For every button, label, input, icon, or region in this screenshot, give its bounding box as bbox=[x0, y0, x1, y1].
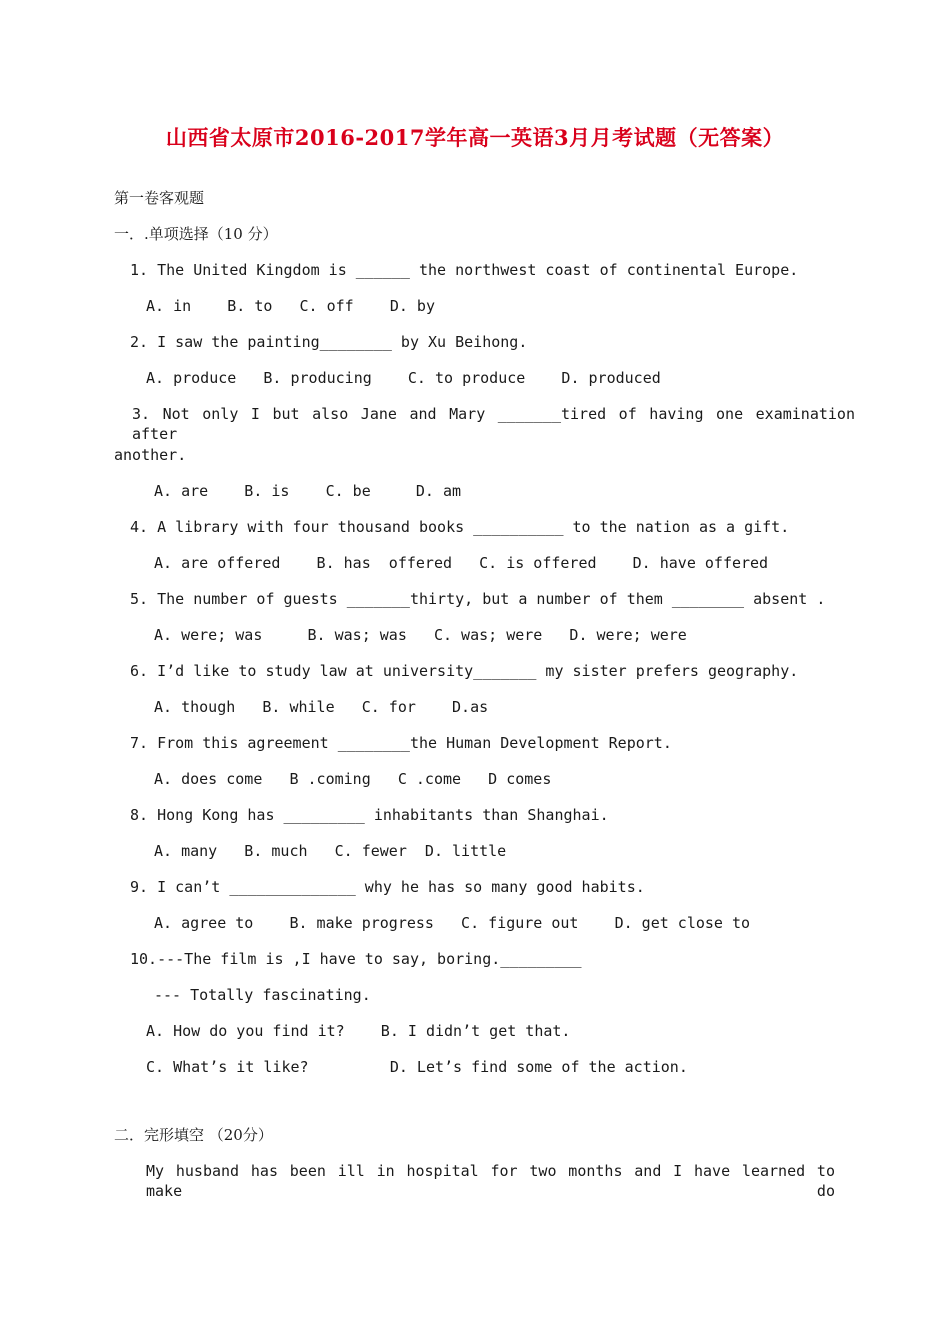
question-6-options: A. though B. while C. for D.as bbox=[154, 698, 489, 716]
question-7: 7. From this agreement ________the Human Development Report. bbox=[130, 734, 672, 752]
question-5: 5. The number of guests _______thirty, but a number of them ________ absent . bbox=[130, 590, 826, 608]
question-2-options: A. produce B. producing C. to produce D. produced bbox=[146, 369, 661, 387]
question-5-options: A. were; was B. was; was C. was; were D. were; were bbox=[154, 626, 687, 644]
document-title: 山西省太原市2016-2017学年高一英语3月月考试题（无答案） bbox=[165, 125, 785, 150]
question-4-options: A. are offered B. has offered C. is offered D. have offered bbox=[154, 554, 769, 572]
question-8-options: A. many B. much C. fewer D. little bbox=[154, 842, 507, 860]
question-10-options-cd: C. What’s it like? D. Let’s find some of the action. bbox=[146, 1058, 688, 1076]
question-6: 6. I’d like to study law at university_______ my sister prefers geography. bbox=[130, 662, 799, 680]
part-heading: 第一卷客观题 bbox=[114, 189, 205, 207]
question-1-options: A. in B. to C. off D. by bbox=[146, 297, 435, 315]
question-10-options-ab: A. How do you find it? B. I didn’t get that. bbox=[146, 1022, 571, 1040]
question-9-options: A. agree to B. make progress C. figure out D. get close to bbox=[154, 914, 751, 932]
question-10-reply: --- Totally fascinating. bbox=[154, 986, 371, 1004]
question-9: 9. I can’t ______________ why he has so many good habits. bbox=[130, 878, 645, 896]
question-7-options: A. does come B .coming C .come D comes bbox=[154, 770, 552, 788]
question-3-options: A. are B. is C. be D. am bbox=[154, 482, 462, 500]
question-1: 1. The United Kingdom is ______ the northwest coast of continental Europe. bbox=[130, 261, 799, 279]
question-2: 2. I saw the painting________ by Xu Beihong. bbox=[130, 333, 528, 351]
question-3: 3. Not only I but also Jane and Mary _______tired of having one examination after bbox=[132, 405, 855, 443]
section-heading-cloze: 二．完形填空 （20分） bbox=[114, 1126, 273, 1144]
question-3-continued: another. bbox=[114, 446, 187, 464]
question-8: 8. Hong Kong has _________ inhabitants than Shanghai. bbox=[130, 806, 609, 824]
section-heading-single-choice: 一．.单项选择（10 分） bbox=[114, 225, 278, 243]
cloze-passage-line: My husband has been ill in hospital for two months and I have learned to make do bbox=[146, 1162, 835, 1200]
question-10: 10.---The film is ,I have to say, boring._________ bbox=[130, 950, 582, 968]
question-4: 4. A library with four thousand books __________ to the nation as a gift. bbox=[130, 518, 790, 536]
